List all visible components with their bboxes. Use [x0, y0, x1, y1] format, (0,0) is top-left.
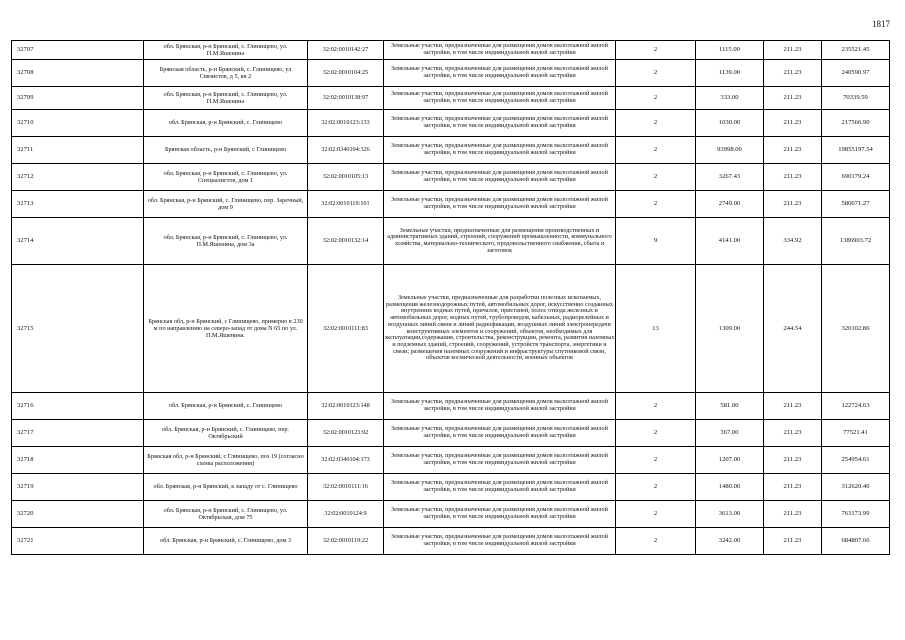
area-cell: 1115.00 [696, 41, 764, 60]
specific-value-cell: 211.23 [764, 60, 822, 87]
area-cell: 93998.00 [696, 137, 764, 164]
address-cell: Брянская обл, р-н Брянский, с Глинищево, поз 19 (согласно схемы расположения) [144, 447, 308, 474]
table-row [12, 87, 890, 110]
specific-value-cell: 211.23 [764, 528, 822, 555]
area-cell: 1207.00 [696, 447, 764, 474]
row-number: 32719 [12, 474, 144, 501]
address-cell: обл. Брянская, р-н Брянский, с. Глинищево, ул. П.М.Яшенина [144, 41, 308, 60]
table-row [12, 110, 890, 137]
cadastral-number-cell: 32:02:0340104:173 [308, 447, 384, 474]
address-cell: обл. Брянская, р-н Брянский, с. Глинищево, ул. П.М.Яшенина [144, 87, 308, 110]
specific-value-cell: 211.23 [764, 447, 822, 474]
row-number: 32721 [12, 528, 144, 555]
cadastral-value-cell: 254954.61 [822, 447, 890, 474]
group-code-cell: 2 [616, 528, 696, 555]
table-row [12, 265, 890, 393]
cadastral-value-cell: 235521.45 [822, 41, 890, 60]
group-code-cell: 2 [616, 164, 696, 191]
area-cell: 1139.00 [696, 60, 764, 87]
area-cell: 3267.43 [696, 164, 764, 191]
cadastral-value-cell: 580671.27 [822, 191, 890, 218]
table-row [12, 393, 890, 420]
table-row [12, 501, 890, 528]
cadastral-number-cell: 32:02:0010123:133 [308, 110, 384, 137]
table-row [12, 41, 890, 60]
group-code-cell: 2 [616, 110, 696, 137]
cadastral-value-cell: 240590.97 [822, 60, 890, 87]
row-number: 32720 [12, 501, 144, 528]
row-number: 32717 [12, 420, 144, 447]
cadastral-value-cell: 312620.40 [822, 474, 890, 501]
cadastral-value-cell: 1386903.72 [822, 218, 890, 265]
cadastral-number-cell: 32:02:0010123:148 [308, 393, 384, 420]
group-code-cell: 9 [616, 218, 696, 265]
land-use-cell: Земельные участки, предназначенные для размещения домов малоэтажной жилой застройки, в том числе индивидуальной жилой застройки [384, 110, 616, 137]
area-cell: 367.00 [696, 420, 764, 447]
table-row [12, 447, 890, 474]
row-number: 32713 [12, 191, 144, 218]
row-number: 32715 [12, 265, 144, 393]
row-number: 32710 [12, 110, 144, 137]
cadastral-number-cell: 32:02:0010138:97 [308, 87, 384, 110]
row-number: 32716 [12, 393, 144, 420]
address-cell: Брянская обл, р-н Брянский, с Глинищево, примерно в 230 м по направлению на северо-запад от дома N 65 по ул. П.М.Яшенина. [144, 265, 308, 393]
table-row [12, 528, 890, 555]
area-cell: 3242.00 [696, 528, 764, 555]
specific-value-cell: 211.23 [764, 420, 822, 447]
land-use-cell: Земельные участки, предназначенные для размещения домов малоэтажной жилой застройки, в том числе индивидуальной жилой застройки [384, 137, 616, 164]
specific-value-cell: 211.23 [764, 501, 822, 528]
cadastral-number-cell: 32:02:0010105:13 [308, 164, 384, 191]
land-use-cell: Земельные участки, предназначенные для размещения домов малоэтажной жилой застройки, в том числе индивидуальной жилой застройки [384, 528, 616, 555]
group-code-cell: 2 [616, 137, 696, 164]
land-use-cell: Земельные участки, предназначенные для размещения домов малоэтажной жилой застройки, в том числе индивидуальной жилой застройки [384, 447, 616, 474]
row-number: 32714 [12, 218, 144, 265]
group-code-cell: 2 [616, 474, 696, 501]
address-cell: обл. Брянская, р-н Брянский, с. Глинищево, ул. Октябрьская, дом 75 [144, 501, 308, 528]
land-use-cell: Земельные участки, предназначенные для размещения производственных и административных зданий, строений, сооружений промышленности, коммунального хозяйства, материально-технического, продовольственного снабжения, сбыта и заготовок [384, 218, 616, 265]
row-number: 32709 [12, 87, 144, 110]
cadastral-value-cell: 690179.24 [822, 164, 890, 191]
table-row [12, 474, 890, 501]
cadastral-number-cell: 32:02:0010104:25 [308, 60, 384, 87]
group-code-cell: 2 [616, 41, 696, 60]
cadastral-number-cell: 32:02:0010119:22 [308, 528, 384, 555]
address-cell: обл. Брянская, р-н Брянский, с. Глинищево, дом 3 [144, 528, 308, 555]
area-cell: 581.00 [696, 393, 764, 420]
cadastral-number-cell: 32:02:0010142:27 [308, 41, 384, 60]
land-use-cell: Земельные участки, предназначенные для размещения домов малоэтажной жилой застройки, в том числе индивидуальной жилой застройки [384, 501, 616, 528]
page-number: 1817 [872, 19, 890, 29]
cadastral-number-cell: 32:02:0010123:92 [308, 420, 384, 447]
address-cell: обл. Брянская, р-н Брянский, с. Глинищево, пер. Заречный, дом 9 [144, 191, 308, 218]
land-use-cell: Земельные участки, предназначенные для размещения домов малоэтажной жилой застройки, в том числе индивидуальной жилой застройки [384, 41, 616, 60]
group-code-cell: 13 [616, 265, 696, 393]
cadastral-number-cell: 32:02:0010119:101 [308, 191, 384, 218]
area-cell: 3613.00 [696, 501, 764, 528]
area-cell: 1030.00 [696, 110, 764, 137]
land-use-cell: Земельные участки, предназначенные для размещения домов малоэтажной жилой застройки, в том числе индивидуальной жилой застройки [384, 87, 616, 110]
address-cell: обл. Брянская, р-н Брянский, с. Глинищево, ул. Специалистов, дом 1 [144, 164, 308, 191]
cadastral-value-cell: 763173.99 [822, 501, 890, 528]
address-cell: обл. Брянская, р-н Брянский, с. Глинищево [144, 393, 308, 420]
specific-value-cell: 244.54 [764, 265, 822, 393]
land-use-cell: Земельные участки, предназначенные для размещения домов малоэтажной жилой застройки, в том числе индивидуальной жилой застройки [384, 191, 616, 218]
row-number: 32711 [12, 137, 144, 164]
table-row [12, 191, 890, 218]
land-use-cell: Земельные участки, предназначенные для размещения домов малоэтажной жилой застройки, в том числе индивидуальной жилой застройки [384, 474, 616, 501]
cadastral-value-cell: 320102.86 [822, 265, 890, 393]
row-number: 32712 [12, 164, 144, 191]
cadastral-value-cell: 122724.63 [822, 393, 890, 420]
table-row [12, 420, 890, 447]
land-use-cell: Земельные участки, предназначенные для размещения домов малоэтажной жилой застройки, в том числе индивидуальной жилой застройки [384, 420, 616, 447]
cadastral-value-cell: 217566.90 [822, 110, 890, 137]
address-cell: Брянская область, р-н Брянский, с. Глинищево, ул Связистов, д 5, кв 2 [144, 60, 308, 87]
specific-value-cell: 211.23 [764, 41, 822, 60]
address-cell: обл. Брянская, р-н Брянский, с. Глинищево, пер. Октябрьский [144, 420, 308, 447]
group-code-cell: 2 [616, 447, 696, 474]
specific-value-cell: 211.23 [764, 110, 822, 137]
group-code-cell: 2 [616, 60, 696, 87]
specific-value-cell: 211.23 [764, 191, 822, 218]
area-cell: 333.00 [696, 87, 764, 110]
address-cell: Брянская область, р-н Брянский, с Глинищево [144, 137, 308, 164]
area-cell: 2749.00 [696, 191, 764, 218]
cadastral-number-cell: 32:02:0340104:326 [308, 137, 384, 164]
specific-value-cell: 211.23 [764, 137, 822, 164]
table-row [12, 164, 890, 191]
row-number: 32708 [12, 60, 144, 87]
specific-value-cell: 211.23 [764, 87, 822, 110]
specific-value-cell: 334.92 [764, 218, 822, 265]
cadastral-value-cell: 684807.66 [822, 528, 890, 555]
group-code-cell: 2 [616, 420, 696, 447]
specific-value-cell: 211.23 [764, 474, 822, 501]
group-code-cell: 2 [616, 191, 696, 218]
cadastral-value-cell: 77521.41 [822, 420, 890, 447]
area-cell: 1480.00 [696, 474, 764, 501]
row-number: 32718 [12, 447, 144, 474]
address-cell: обл. Брянская, р-н Брянский, с. Глинищево [144, 110, 308, 137]
cadastral-number-cell: 32:02:0010111:83 [308, 265, 384, 393]
table-row [12, 60, 890, 87]
row-number: 32707 [12, 41, 144, 60]
cadastral-value-cell: 19855197.54 [822, 137, 890, 164]
specific-value-cell: 211.23 [764, 393, 822, 420]
cadastral-number-cell: 32:02:0010111:16 [308, 474, 384, 501]
group-code-cell: 2 [616, 393, 696, 420]
specific-value-cell: 211.23 [764, 164, 822, 191]
cadastral-number-cell: 32:02:0010124:9 [308, 501, 384, 528]
land-use-cell: Земельные участки, предназначенные для размещения домов малоэтажной жилой застройки, в том числе индивидуальной жилой застройки [384, 60, 616, 87]
table-row [12, 218, 890, 265]
area-cell: 1309.00 [696, 265, 764, 393]
cadastral-value-cell: 70339.59 [822, 87, 890, 110]
group-code-cell: 2 [616, 501, 696, 528]
table-row [12, 137, 890, 164]
cadastral-number-cell: 32:02:0010132:14 [308, 218, 384, 265]
cadastral-value-table [11, 40, 890, 555]
area-cell: 4141.00 [696, 218, 764, 265]
group-code-cell: 2 [616, 87, 696, 110]
land-use-cell: Земельные участки, предназначенные для размещения домов малоэтажной жилой застройки, в том числе индивидуальной жилой застройки [384, 164, 616, 191]
address-cell: обл. Брянская, р-н Брянский, с. Глинищево, ул. П.М.Яшенина, дом 3а [144, 218, 308, 265]
address-cell: обл. Брянская, р-н Брянский, к западу от с. Глинищево [144, 474, 308, 501]
land-use-cell: Земельные участки, предназначенные для разработки полезных ископаемых, размещения железнодорожных путей, автомобильных дорог, искусственно созданных внутренних водных путей, причалов, пристаней, полос отвода железных и автомобильных дорог, водных путей, трубопроводов, кабельных, радиорелейных и воздушных линий связи и линий радиофикации, воздушных линий электропередачи конструктивных элементов и сооружений, объектов, необходимых для эксплуатации,содержания, строительства, реконструкции, ремонта, развития наземных и подземных зданий, строений, сооружений, устройств транспорта, энергетики и связи; размещения наземных сооружений и инфраструктуры спутниковой связи, объектов космической деятельности, военных объектов [384, 265, 616, 393]
land-use-cell: Земельные участки, предназначенные для размещения домов малоэтажной жилой застройки, в том числе индивидуальной жилой застройки [384, 393, 616, 420]
